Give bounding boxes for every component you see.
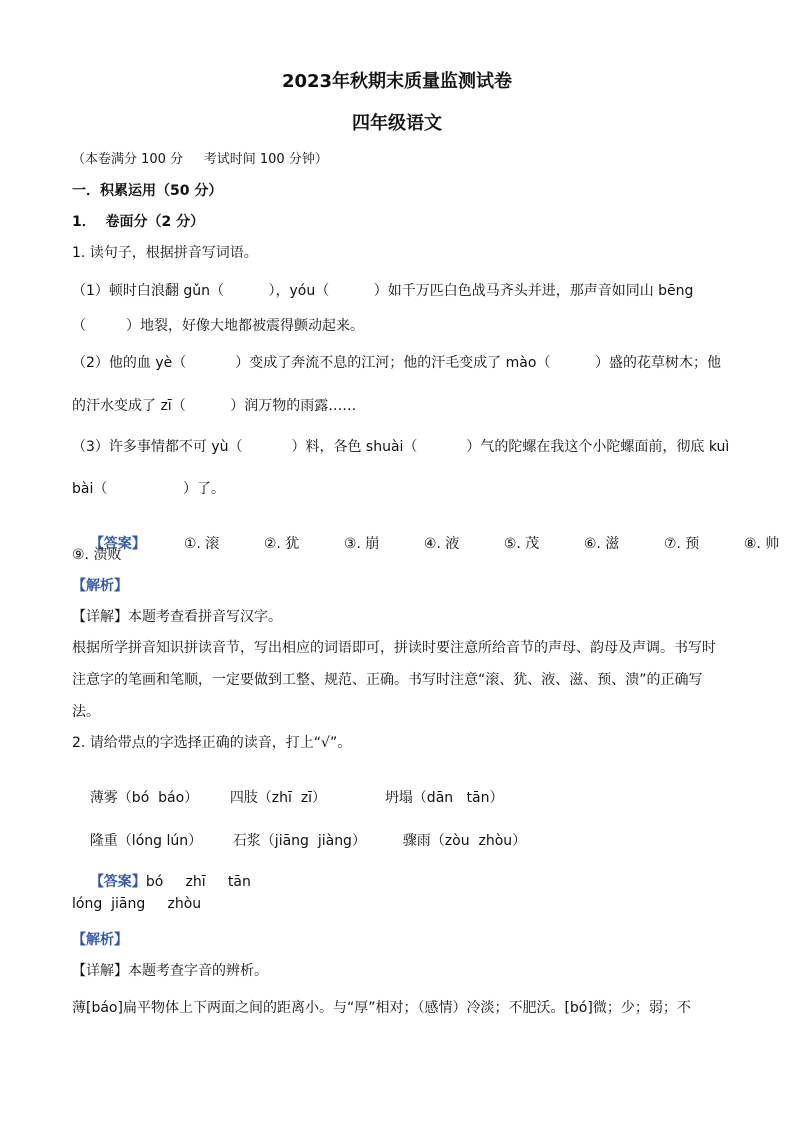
page-title: 2023年秋期末质量监测试卷 [281,71,513,92]
q1-sentence3-line2: bài（ ）了。 [72,481,226,497]
page-subtitle: 四年级语文 [352,113,442,134]
q1-explanation-line2: 注意字的笔画和笔顺，一定要做到工整、规范、正确。书写时注意“滚、犹、液、滋、预、溃”的正确写 [72,672,703,688]
q2-option: 四肢（zhī zī） [229,790,327,806]
answer-item: ②. 犹 [263,536,300,552]
q1-answer-last: ⑨. 溃败 [72,547,122,563]
question-heading: 1． 卷面分（2 分） [72,214,205,230]
q2-explanation-line1: 薄[báo]扁平物体上下两面之间的距离小。与“厚”相对；（感情）冷淡；不肥沃。[bó]微；少；弱；不 [72,1000,691,1016]
analysis-tag: 【解析】 [72,932,128,948]
q2-answer-line2: lóng jiāng zhòu [72,896,202,912]
q1-answer-row [72,514,779,574]
q2-option: 石浆（jiāng jiàng） [232,833,366,849]
q1-sentence1-line1: （1）顿时白浪翻 gǔn（ ），yóu（ ）如千万匹白色战马齐头并进，那声音如同山 bēng [72,283,694,299]
exam-meta: （本卷满分 100 分 考试时间 100 分钟） [72,152,328,167]
answer-tag: 【答案】 [89,536,146,552]
answer-item: ⑥. 滋 [583,536,620,552]
q1-sentence2-line2: 的汗水变成了 zī（ ）润万物的雨露…… [72,398,357,414]
q2-option: 隆重（lóng lún） [89,833,203,849]
section-heading: 一．积累运用（50 分） [72,183,223,199]
q2-option: 坍塌（dān tān） [384,790,504,806]
q2-prompt: 2. 请给带点的字选择正确的读音，打上“√”。 [72,735,352,751]
q1-explanation-line1: 根据所学拼音知识拼读音节，写出相应的词语即可，拼读时要注意所给音节的声母、韵母及声调。书写时 [72,640,716,656]
q1-sentence1-line2: （ ）地裂，好像大地都被震得颤动起来。 [72,318,365,334]
q1-detail: 【详解】本题考查看拼音写汉字。 [72,609,282,625]
q1-prompt: 1. 读句子，根据拼音写词语。 [72,245,258,261]
answer-item: ④. 液 [423,536,460,552]
q2-option: 骤雨（zòu zhòu） [402,833,527,849]
q2-detail: 【详解】本题考查字音的辨析。 [72,963,268,979]
answer-item: ③. 崩 [343,536,380,552]
answer-item: ⑧. 帅 [743,536,780,552]
answer-item: ①. 滚 [183,536,220,552]
q1-sentence3-line1: （3）许多事情都不可 yù（ ）料，各色 shuài（ ）气的陀螺在我这个小陀螺面前，彻底 kuì [72,439,730,455]
q1-explanation-line3: 法。 [72,704,100,720]
q2-option: 薄雾（bó báo） [89,790,199,806]
q1-sentence2-line1: （2）他的血 yè（ ）变成了奔流不息的江河；他的汗毛变成了 mào（ ）盛的花草树木；他 [72,355,721,371]
analysis-tag: 【解析】 [72,578,128,594]
q2-answer-values: bó zhī tān [145,874,251,890]
answer-item: ⑤. 茂 [503,536,540,552]
answer-item: ⑦. 预 [663,536,700,552]
answer-tag: 【答案】 [89,874,146,890]
